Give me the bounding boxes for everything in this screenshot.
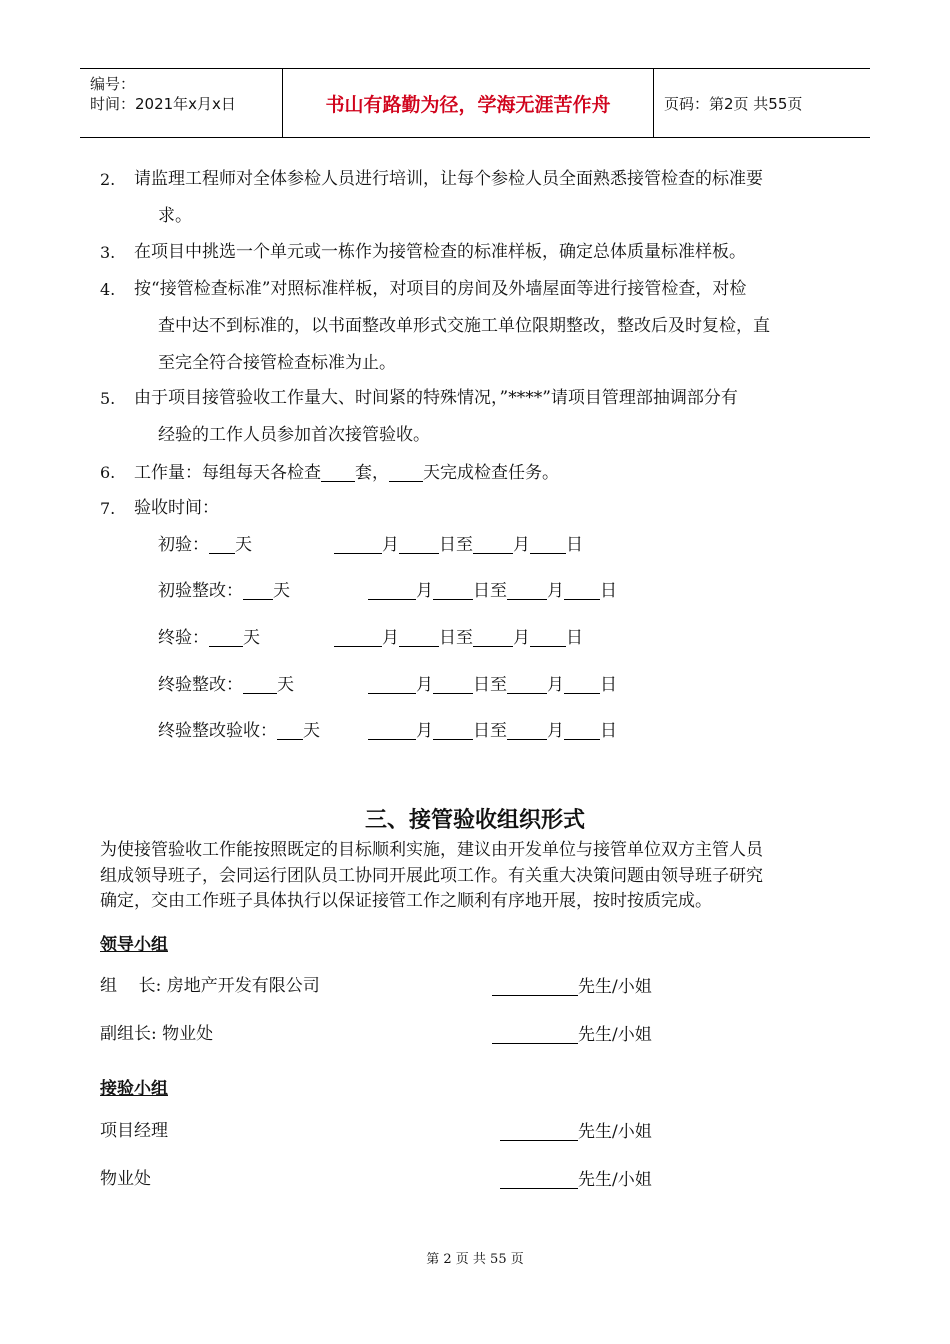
workload-text: 天完成检查任务。	[423, 463, 559, 483]
schedule-dates	[334, 629, 583, 647]
blank-line[interactable]	[500, 1123, 578, 1141]
blank-line[interactable]	[243, 676, 277, 694]
page-header	[80, 68, 870, 138]
schedule-row	[158, 629, 260, 647]
schedule-dates	[334, 536, 583, 554]
section-paragraph: 确定，交由工作班子具体执行以保证接管工作之顺利有序地开展，按时按质完成。	[100, 891, 712, 911]
title-suffix: 先生/小姐	[578, 977, 652, 997]
schedule-unit: 月	[382, 535, 399, 555]
blank-line[interactable]	[564, 722, 600, 740]
blank-line[interactable]	[500, 1171, 578, 1189]
blank-line[interactable]	[492, 1026, 578, 1044]
blank-line[interactable]	[209, 536, 235, 554]
schedule-unit: 月	[513, 628, 530, 648]
blank-line[interactable]	[277, 722, 303, 740]
blank-line[interactable]	[321, 464, 355, 482]
item-text: 求。	[158, 206, 192, 226]
blank-line[interactable]	[368, 722, 416, 740]
blank-line[interactable]	[433, 722, 473, 740]
blank-line[interactable]	[507, 676, 547, 694]
item-text: 验收时间：	[134, 498, 219, 518]
blank-line[interactable]	[530, 536, 566, 554]
inspector-role: 项目经理	[100, 1121, 168, 1141]
header-slogan: 书山有路勤为径，学海无涯苦作舟	[283, 69, 654, 137]
schedule-unit: 日至	[473, 721, 507, 741]
blank-line[interactable]	[473, 629, 513, 647]
schedule-unit: 天	[303, 721, 320, 741]
blank-line[interactable]	[334, 629, 382, 647]
blank-line[interactable]	[389, 464, 423, 482]
leader-group-heading: 领导小组	[100, 935, 168, 955]
item-text: 经验的工作人员参加首次接管验收。	[158, 425, 430, 445]
item-number: 3.	[100, 243, 116, 262]
title-suffix: 先生/小姐	[578, 1170, 652, 1190]
schedule-unit: 日	[600, 675, 617, 695]
schedule-unit: 天	[273, 581, 290, 601]
blank-line[interactable]	[334, 536, 382, 554]
blank-line[interactable]	[433, 582, 473, 600]
schedule-unit: 日	[600, 721, 617, 741]
blank-line[interactable]	[530, 629, 566, 647]
blank-line[interactable]	[473, 536, 513, 554]
schedule-label: 终验整改：	[158, 675, 243, 695]
blank-line[interactable]	[399, 536, 439, 554]
schedule-unit: 月	[416, 581, 433, 601]
schedule-unit: 日至	[439, 535, 473, 555]
item-text: 查中达不到标准的，以书面整改单形式交施工单位限期整改，整改后及时复检，直	[158, 316, 770, 336]
inspector-name-slot	[500, 1123, 652, 1141]
workload-text: 工作量：每组每天各检查	[134, 463, 321, 483]
schedule-row	[158, 536, 252, 554]
schedule-label: 终验整改验收：	[158, 721, 277, 741]
section-heading: 三、接管验收组织形式	[364, 808, 585, 833]
schedule-dates	[368, 676, 617, 694]
item-text: 请监理工程师对全体参检人员进行培训，让每个参检人员全面熟悉接管检查的标准要	[134, 169, 763, 189]
item-number: 6.	[100, 463, 116, 482]
schedule-unit: 月	[416, 675, 433, 695]
section-paragraph: 为使接管验收工作能按照既定的目标顺利实施，建议由开发单位与接管单位双方主管人员	[100, 840, 763, 860]
schedule-unit: 月	[382, 628, 399, 648]
blank-line[interactable]	[399, 629, 439, 647]
schedule-unit: 天	[235, 535, 252, 555]
leader-org: 物业处	[162, 1024, 214, 1044]
schedule-unit: 日至	[473, 581, 507, 601]
item-text: 在项目中挑选一个单元或一栋作为接管检查的标准样板，确定总体质量标准样板。	[134, 242, 746, 262]
inspector-role: 物业处	[100, 1169, 151, 1189]
workload-text: 套，	[355, 463, 389, 483]
schedule-row	[158, 582, 290, 600]
blank-line[interactable]	[243, 582, 273, 600]
schedule-unit: 月	[547, 675, 564, 695]
title-suffix: 先生/小姐	[578, 1122, 652, 1142]
schedule-label: 终验：	[158, 628, 209, 648]
item-number: 2.	[100, 170, 116, 189]
schedule-unit: 日	[600, 581, 617, 601]
blank-line[interactable]	[564, 676, 600, 694]
page-footer: 第 2 页 共 55 页	[426, 1252, 524, 1267]
leader-name-slot	[492, 978, 652, 996]
title-suffix: 先生/小姐	[578, 1025, 652, 1045]
item-text: 按“接管检查标准”对照标准样板，对项目的房间及外墙屋面等进行接管检查，对检	[134, 279, 747, 299]
header-meta	[80, 69, 283, 137]
blank-line[interactable]	[507, 722, 547, 740]
leader-name-slot	[492, 1026, 652, 1044]
leader-row	[100, 978, 320, 995]
leader-role: 副组长:	[100, 1024, 157, 1044]
schedule-unit: 日至	[439, 628, 473, 648]
item-number: 4.	[100, 280, 116, 299]
blank-line[interactable]	[209, 629, 243, 647]
blank-line[interactable]	[368, 582, 416, 600]
schedule-unit: 日	[566, 628, 583, 648]
leader-org: 房地产开发有限公司	[166, 976, 320, 996]
schedule-unit: 日	[566, 535, 583, 555]
schedule-dates	[368, 722, 617, 740]
item-text: 由于项目接管验收工作量大、时间紧的特殊情况，”****”请项目管理部抽调部分有	[134, 388, 738, 408]
blank-line[interactable]	[433, 676, 473, 694]
schedule-dates	[368, 582, 617, 600]
leader-role: 组 长:	[100, 976, 162, 996]
schedule-label: 初验整改：	[158, 581, 243, 601]
leader-row	[100, 1026, 213, 1043]
schedule-unit: 天	[277, 675, 294, 695]
item-text: 至完全符合接管检查标准为止。	[158, 353, 396, 373]
doc-time-label: 时间：2021年x月x日	[90, 95, 236, 113]
schedule-unit: 月	[513, 535, 530, 555]
inspector-name-slot	[500, 1171, 652, 1189]
doc-number-label: 编号：	[90, 75, 136, 93]
schedule-row	[158, 676, 294, 694]
schedule-label: 初验：	[158, 535, 209, 555]
item-text	[134, 464, 559, 482]
blank-line[interactable]	[368, 676, 416, 694]
schedule-row	[158, 722, 320, 740]
section-paragraph: 组成领导班子，会同运行团队员工协同开展此项工作。有关重大决策问题由领导班子研究	[100, 866, 763, 886]
schedule-unit: 月	[547, 721, 564, 741]
blank-line[interactable]	[492, 978, 578, 996]
schedule-unit: 月	[547, 581, 564, 601]
schedule-unit: 日至	[473, 675, 507, 695]
header-page-info: 页码：第2页 共55页	[664, 94, 803, 113]
schedule-unit: 天	[243, 628, 260, 648]
blank-line[interactable]	[507, 582, 547, 600]
schedule-unit: 月	[416, 721, 433, 741]
item-number: 5.	[100, 389, 116, 408]
blank-line[interactable]	[564, 582, 600, 600]
inspect-group-heading: 接验小组	[100, 1079, 168, 1099]
item-number: 7.	[100, 499, 116, 518]
